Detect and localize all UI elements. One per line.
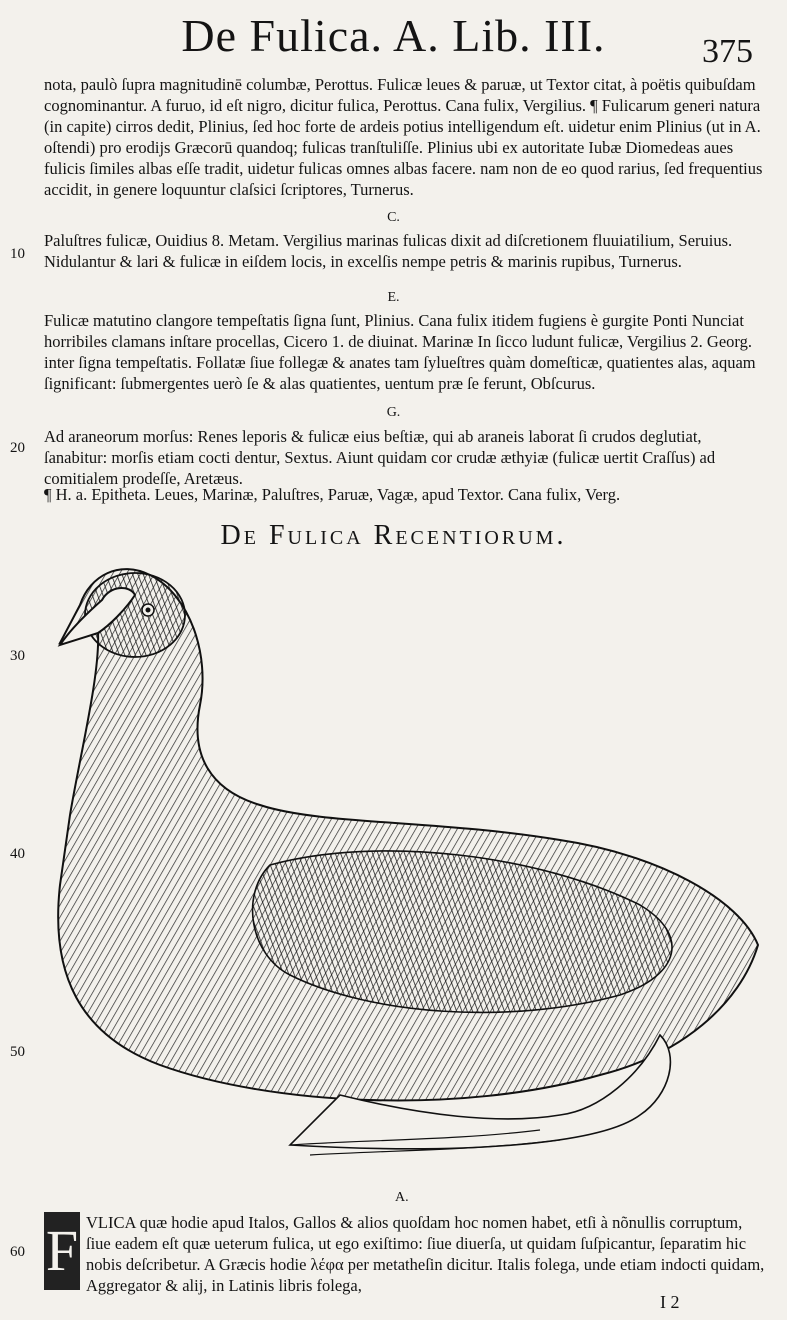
- section-title: De Fulica Recentiorum.: [220, 520, 567, 551]
- page-title: De Fulica. A. Lib. III.: [181, 10, 606, 61]
- section-letter: E.: [387, 290, 400, 305]
- paragraph: Ad araneorum morſus: Renes leporis & fulicæ eius beſtiæ, qui ab araneis laborat ſi crudos deglutiat, ſanabitur: morſis etiam cocti dentur, Sextus. Aiunt quidam cor crudæ æthyiæ (fulicæ uertit Craſſus) ad comitialem prodeſſe, Aretæus.: [44, 427, 716, 488]
- margin-line-number: 30: [10, 648, 25, 664]
- text-block: [44, 74, 764, 200]
- final-paragraph: VLICA quæ hodie apud Italos, Gallos & alios quoſdam hoc nomen habet, etſi à nõnullis corruptum, ſiue eadem eſt quæ ueterum fulica, ut ego exiſtimo: ſiue diuerſa, ut quidam ſuſpicantur, ſeparatim hic nobis deſcribetur. A Græcis hodie λέφα per metatheſin dicitur. Italis folega, unde etiam indocti quidam, Aggregator & alij, in Latinis libris folega,: [86, 1213, 765, 1295]
- coot-woodcut-illustration: [40, 555, 770, 1195]
- paragraph: nota, paulò ſupra magnitudinē columbæ, Perottus. Fulicæ leues & paruæ, ut Textor citat, à poëtis quibuſdam cognominantur. A furuo, id eſt nigro, dicitur fulica, Perottus. Cana fulix, Vergilius. ¶ Fulicarum generi natura (in capite) cirros dedit, Plinius, ſed hoc forte de ardeis potius intelligendum eſt. uidetur enim Plinius (ut in A. oſtendi) pro erodijs Græcorū quandoq; fulicas tranſtuliſſe. Plinius ubi ex autoritate Iubæ Diomedeas aues fulicis ſimiles albas eſſe tradit, uidetur fulicas omnes albas facere. nam non de eo quod rarius, ſed frequentius accidit, in genere loquuntur claſsici ſcriptores, Turnerus.: [44, 75, 763, 199]
- page-number: 375: [702, 33, 753, 70]
- paragraph: Paluſtres fulicæ, Ouidius 8. Metam. Vergilius marinas fulicas dixit ad diſcretionem fluuiatilium, Seruius. Nidulantur & lari & fulicæ in eiſdem locis, in excelſis nempe petris & marinis rupibus, Turnerus.: [44, 231, 733, 271]
- margin-line-number: 60: [10, 1244, 25, 1260]
- signature-mark: I 2: [660, 1292, 680, 1312]
- paragraph: ¶ H. a. Epitheta. Leues, Marinæ, Paluſtres, Paruæ, Vagæ, apud Textor. Cana fulix, Verg.: [44, 485, 621, 504]
- margin-line-number: 40: [10, 846, 25, 862]
- section-letter: G.: [386, 405, 401, 420]
- margin-line-number: 20: [10, 440, 25, 456]
- text-block: [44, 426, 764, 489]
- text-block: [44, 310, 764, 394]
- text-block: [44, 230, 764, 272]
- figure-caption: A.: [395, 1190, 409, 1205]
- margin-line-number: 50: [10, 1044, 25, 1060]
- text-block: [44, 484, 764, 505]
- decorative-initial: F: [44, 1212, 80, 1290]
- section-letter: C.: [387, 210, 400, 225]
- margin-line-number: 10: [10, 246, 25, 262]
- paragraph: Fulicæ matutino clangore tempeſtatis ſigna ſunt, Plinius. Cana fulix itidem fugiens è gurgite Ponti Nunciat horribiles clamans inſtare procellas, Cicero 1. de diuinat. Marinæ In ſicco ludunt fulicæ, Vergilius 2. Georg. inter ſigna tempeſtatis. Follatæ ſiue follegæ & anates tam ſylueſtres quàm domeſticæ, quatientes alas, aquam ſignificant: ſubmergentes uerò ſe & alas quatientes, uentum præ ſe ferunt, Obſcurus.: [44, 311, 756, 393]
